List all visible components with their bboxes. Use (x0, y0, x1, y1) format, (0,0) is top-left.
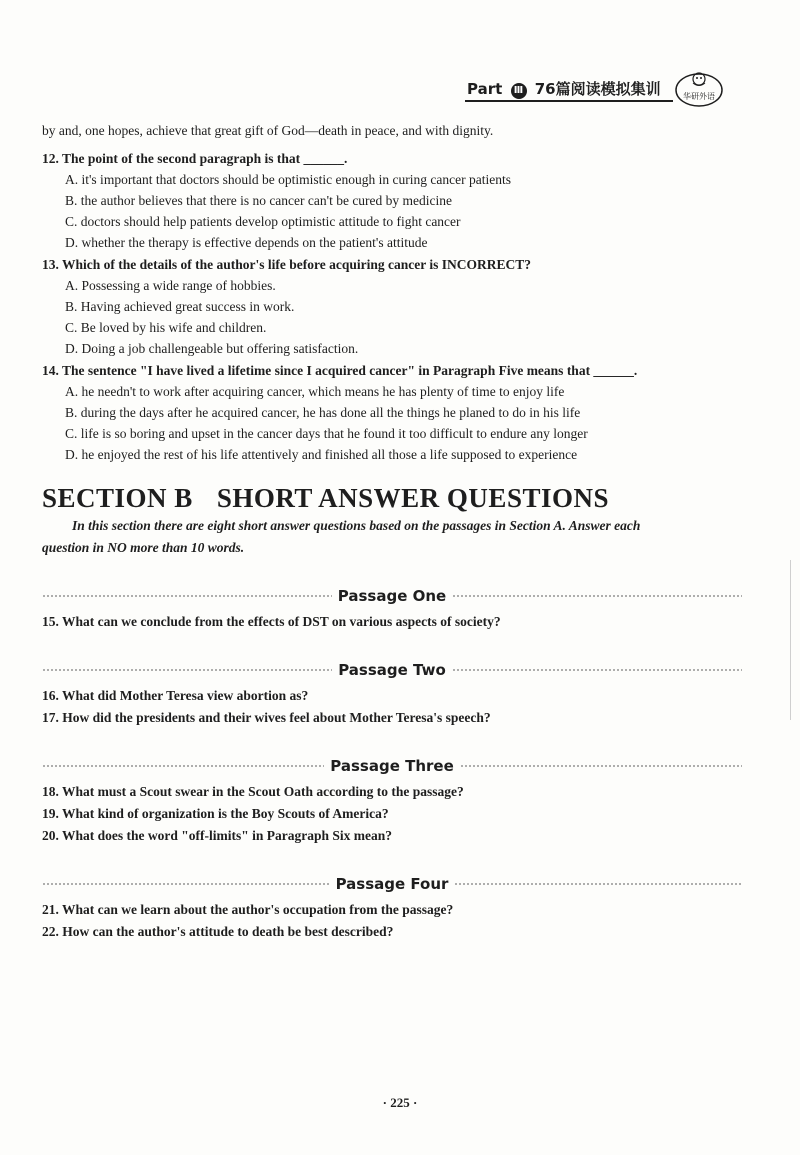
question-block (42, 360, 742, 465)
passage-divider (42, 657, 742, 683)
page-number: · 225 · (382, 1095, 418, 1110)
option-a: A. he needn't to work after acquiring cancer, which means he has plenty of time to enjoy life (65, 384, 565, 399)
option-a: A. it's important that doctors should be optimistic enough in curing cancer patients (65, 172, 511, 187)
question-stem: 12. The point of the second paragraph is that ______. (42, 151, 348, 166)
continuation-paragraph: by and, one hopes, achieve that great gift of God—death in peace, and with dignity. (42, 123, 494, 138)
passage-divider (42, 871, 742, 897)
short-answer-question: 15. What can we conclude from the effects of DST on various aspects of society? (42, 614, 501, 629)
svg-text:华研外语: 华研外语 (683, 92, 715, 101)
dotted-rule (42, 764, 324, 769)
option-d: D. Doing a job challengeable but offering satisfaction. (65, 341, 359, 356)
publisher-logo (673, 68, 725, 108)
short-answer-question: 22. How can the author's attitude to death be best described? (42, 924, 394, 939)
dotted-rule (452, 668, 742, 673)
option-b: B. Having achieved great success in work. (65, 299, 295, 314)
passage-divider (42, 583, 742, 609)
dotted-rule (454, 882, 742, 887)
part-label: Part (467, 80, 503, 98)
short-answer-question: 21. What can we learn about the author's occupation from the passage? (42, 902, 454, 917)
short-answer-question: 19. What kind of organization is the Boy Scouts of America? (42, 806, 389, 821)
instruction-line: In this section there are eight short answer questions based on the passages in Section A. Answer each (72, 518, 641, 533)
page-header (455, 68, 725, 108)
question-block (42, 254, 742, 359)
passage-title: Passage Three (330, 756, 454, 775)
dotted-rule (42, 668, 332, 673)
page-content (42, 120, 742, 943)
book-title: 76篇阅读模拟集训 (534, 80, 661, 98)
short-answer-question: 17. How did the presidents and their wives feel about Mother Teresa's speech? (42, 710, 491, 725)
header-rule (465, 100, 673, 102)
section-heading (42, 483, 742, 513)
section-instructions (42, 515, 742, 559)
question-block (42, 148, 742, 253)
option-a: A. Possessing a wide range of hobbies. (65, 278, 276, 293)
option-d: D. whether the therapy is effective depends on the patient's attitude (65, 235, 428, 250)
passage-title: Passage Four (335, 874, 449, 893)
option-c: C. Be loved by his wife and children. (65, 320, 267, 335)
passage-title: Passage One (337, 586, 447, 605)
section-title: SHORT ANSWER QUESTIONS (216, 483, 609, 513)
short-answer-question: 18. What must a Scout swear in the Scout Oath according to the passage? (42, 784, 464, 799)
part-numeral-badge: Ⅲ (511, 83, 527, 99)
section-label: SECTION B (42, 483, 193, 513)
dotted-rule (460, 764, 742, 769)
short-answer-question: 20. What does the word "off-limits" in Paragraph Six mean? (42, 828, 392, 843)
passage-title: Passage Two (338, 660, 446, 679)
dotted-rule (42, 594, 332, 599)
dotted-rule (452, 594, 742, 599)
question-stem: 13. Which of the details of the author's life before acquiring cancer is INCORRECT? (42, 257, 531, 272)
passage-divider (42, 753, 742, 779)
option-b: B. the author believes that there is no cancer can't be cured by medicine (65, 193, 453, 208)
option-c: C. life is so boring and upset in the cancer days that he found it too difficult to endure any longer (65, 426, 588, 441)
scan-margin-line (790, 560, 791, 720)
instruction-line: question in NO more than 10 words. (42, 540, 245, 555)
short-answer-question: 16. What did Mother Teresa view abortion as? (42, 688, 309, 703)
header-title (467, 78, 661, 99)
option-d: D. he enjoyed the rest of his life attentively and finished all those a life supposed to experience (65, 447, 578, 462)
option-b: B. during the days after he acquired cancer, he has done all the things he planed to do in his life (65, 405, 581, 420)
question-stem: 14. The sentence "I have lived a lifetime since I acquired cancer" in Paragraph Five means that ______. (42, 363, 638, 378)
option-c: C. doctors should help patients develop optimistic attitude to fight cancer (65, 214, 461, 229)
dotted-rule (42, 882, 330, 887)
